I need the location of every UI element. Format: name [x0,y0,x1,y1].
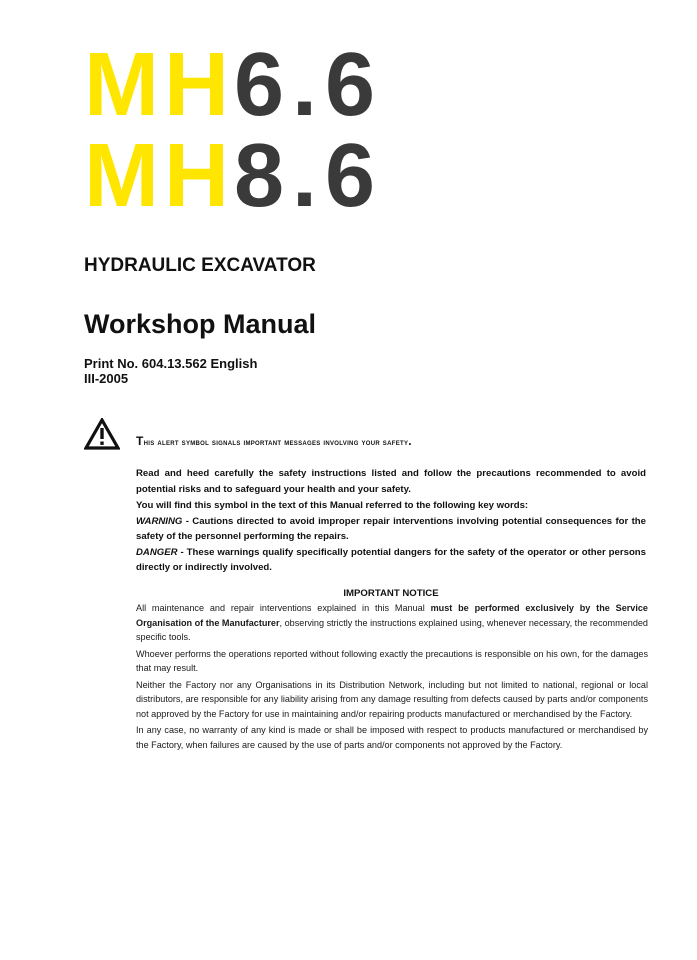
model-title-mh86 [84,126,384,226]
alert-statement: This alert symbol signals important messages involving your safety. [136,434,412,448]
notice-paragraph: Whoever performs the operations reported without following exactly the precautions is responsible on his own, for the damages that may result. [136,648,648,673]
notice-heading: IMPORTANT NOTICE [343,588,439,599]
notice-paragraph: Neither the Factory nor any Organisations in its Distribution Network, including but not limited to national, regional or local distributors, are responsible for any liability arising from any damage resulting from defects caused by parts and/or components not approved by the Factory for use in maintaining and/or repairing products manufactured or merchandised by the Factory. [136,679,648,719]
model-title-mh66 [84,35,384,135]
important-notice [136,601,648,754]
warning-definition: WARNING - Cautions directed to avoid improper repair interventions involving potential consequences for the safety of the personnel performing the repairs. [136,515,646,542]
manual-title: Workshop Manual [84,309,317,339]
print-date: III-2005 [84,371,129,386]
key-words-intro: You will find this symbol in the text of this Manual referred to the following key words: [136,500,529,511]
model-prefix: MH [84,35,234,135]
notice-paragraph: All maintenance and repair interventions explained in this Manual must be performed exclusively by the Service Organisation of the Manufacturer, observing strictly the instructions explained using, whenever necessary, the recommended specific tools. [136,603,648,642]
model-number: 6.6 [233,35,384,135]
warning-triangle-icon [84,418,120,450]
notice-paragraph: In any case, no warranty of any kind is made or shall be imposed with respect to products manufactured or merchandised by the Factory, when failures are caused by the use of parts and/or components not approved by the Factory. [136,725,648,750]
danger-definition: DANGER - These warnings qualify specifically potential dangers for the safety of the operator or other persons directly or indirectly involved. [136,546,646,573]
print-number: Print No. 604.13.562 English [84,356,258,371]
safety-paragraph: Read and heed carefully the safety instructions listed and follow the precautions recommended to avoid potential risks and to safeguard your health and your safety. [136,468,646,495]
safety-instructions [136,466,646,576]
print-info [84,356,257,386]
model-prefix: MH [84,126,234,226]
machine-type: HYDRAULIC EXCAVATOR [84,255,316,276]
model-number: 8.6 [233,126,384,226]
